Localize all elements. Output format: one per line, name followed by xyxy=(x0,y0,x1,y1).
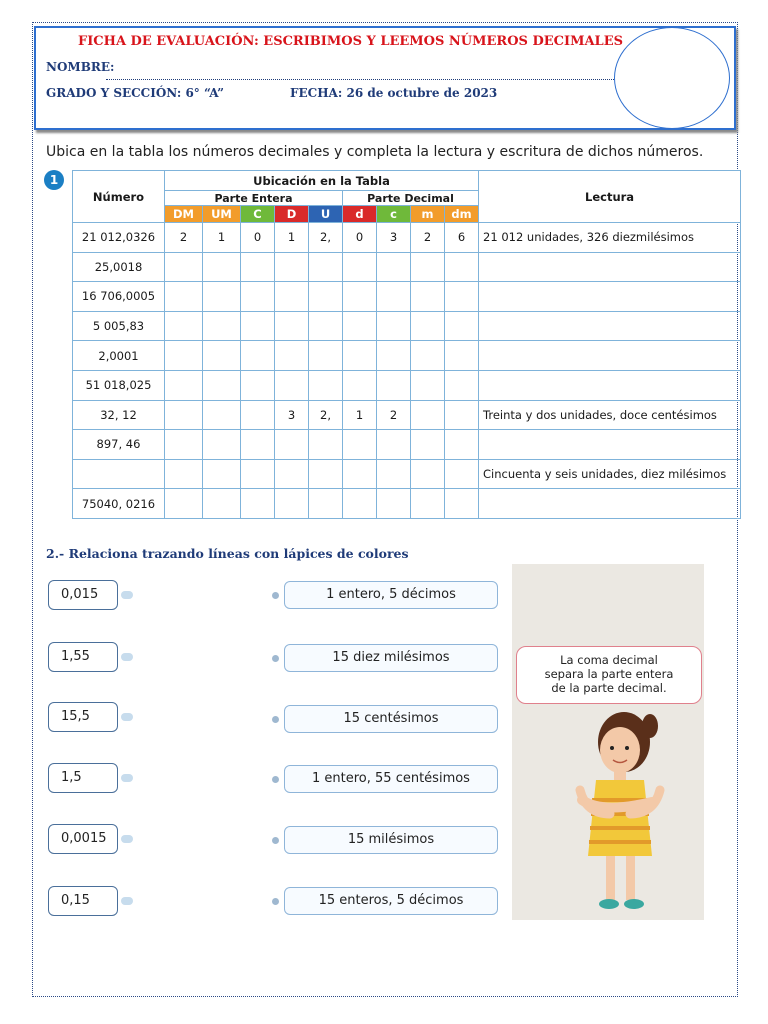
cell-digit[interactable] xyxy=(241,459,275,489)
girl-illustration xyxy=(512,564,704,920)
number-box: 1,55 xyxy=(48,642,118,672)
cell-digit[interactable] xyxy=(445,282,479,312)
reading-box: 15 diez milésimos xyxy=(284,644,498,672)
cell-digit[interactable] xyxy=(203,341,241,371)
cell-digit[interactable] xyxy=(275,489,309,519)
cell-digit[interactable] xyxy=(411,282,445,312)
table-row xyxy=(73,489,741,519)
cell-digit[interactable] xyxy=(411,400,445,430)
cell-digit[interactable] xyxy=(377,459,411,489)
name-blank-line[interactable] xyxy=(106,70,616,80)
cell-digit[interactable] xyxy=(275,341,309,371)
cell-digit[interactable]: 3 xyxy=(275,400,309,430)
cell-digit[interactable] xyxy=(275,282,309,312)
cell-digit[interactable] xyxy=(165,459,203,489)
cell-numero: 25,0018 xyxy=(73,252,165,282)
cell-digit[interactable] xyxy=(309,489,343,519)
cell-digit[interactable] xyxy=(343,430,377,460)
connect-dot[interactable] xyxy=(121,897,133,905)
connect-dot[interactable] xyxy=(121,835,133,843)
cell-digit[interactable]: 1 xyxy=(343,400,377,430)
table-row xyxy=(73,370,741,400)
cell-digit[interactable]: 1 xyxy=(275,223,309,253)
connect-dot[interactable] xyxy=(272,898,279,905)
place-dm-upper: DM xyxy=(165,206,203,223)
cell-digit[interactable] xyxy=(165,341,203,371)
reading-box: 15 centésimos xyxy=(284,705,498,733)
cell-digit[interactable] xyxy=(241,311,275,341)
cell-digit[interactable]: 2 xyxy=(377,400,411,430)
header-parte-decimal: Parte Decimal xyxy=(343,191,479,206)
table-row xyxy=(73,400,741,430)
cell-digit[interactable] xyxy=(343,341,377,371)
connect-dot[interactable] xyxy=(121,653,133,661)
cell-digit[interactable] xyxy=(377,311,411,341)
cell-digit[interactable] xyxy=(377,282,411,312)
cell-lectura[interactable] xyxy=(479,252,741,282)
place-m: m xyxy=(411,206,445,223)
cell-lectura[interactable] xyxy=(479,370,741,400)
cell-lectura[interactable]: Cincuenta y seis unidades, diez milésimos xyxy=(479,459,741,489)
cell-digit[interactable] xyxy=(241,282,275,312)
cell-digit[interactable] xyxy=(165,252,203,282)
speech-bubble xyxy=(516,646,702,704)
cell-digit[interactable] xyxy=(275,311,309,341)
cell-digit[interactable] xyxy=(377,489,411,519)
cell-digit[interactable] xyxy=(241,489,275,519)
number-box: 0,015 xyxy=(48,580,118,610)
place-c-upper: C xyxy=(241,206,275,223)
cell-digit[interactable] xyxy=(309,282,343,312)
cell-lectura[interactable] xyxy=(479,430,741,460)
cell-digit[interactable] xyxy=(411,459,445,489)
name-label: NOMBRE: xyxy=(46,60,115,74)
table-row xyxy=(73,430,741,460)
instruction-text: Ubica en la tabla los números decimales y completa la lectura y escritura de dichos números. xyxy=(46,144,704,160)
cell-digit[interactable] xyxy=(411,341,445,371)
connect-dot[interactable] xyxy=(272,716,279,723)
cell-digit[interactable] xyxy=(309,341,343,371)
cell-numero xyxy=(73,459,165,489)
exercise-number-badge: 1 xyxy=(44,170,64,190)
connect-dot[interactable] xyxy=(272,592,279,599)
cell-digit[interactable]: 1 xyxy=(203,223,241,253)
cell-digit[interactable] xyxy=(445,341,479,371)
cell-digit[interactable] xyxy=(165,282,203,312)
cell-digit[interactable] xyxy=(377,252,411,282)
cell-digit[interactable] xyxy=(445,430,479,460)
connect-dot[interactable] xyxy=(272,837,279,844)
cell-digit[interactable] xyxy=(445,311,479,341)
cell-lectura[interactable]: 21 012 unidades, 326 diezmilésimos xyxy=(479,223,741,253)
cell-digit[interactable] xyxy=(343,252,377,282)
cell-digit[interactable] xyxy=(275,252,309,282)
connect-dot[interactable] xyxy=(121,713,133,721)
place-d-upper: D xyxy=(275,206,309,223)
header-parte-entera: Parte Entera xyxy=(165,191,343,206)
decimal-table xyxy=(72,170,740,532)
cell-digit[interactable] xyxy=(203,311,241,341)
cell-digit[interactable] xyxy=(241,400,275,430)
cell-digit[interactable] xyxy=(165,489,203,519)
cell-digit[interactable] xyxy=(309,430,343,460)
place-u: U xyxy=(309,206,343,223)
cell-digit[interactable] xyxy=(445,489,479,519)
cell-digit[interactable] xyxy=(445,400,479,430)
cell-numero: 32, 12 xyxy=(73,400,165,430)
header-numero: Número xyxy=(73,171,165,223)
number-box: 1,5 xyxy=(48,763,118,793)
cell-numero: 16 706,0005 xyxy=(73,282,165,312)
cell-lectura[interactable] xyxy=(479,489,741,519)
reading-box: 1 entero, 55 centésimos xyxy=(284,765,498,793)
table-row xyxy=(73,341,741,371)
place-d-lower: d xyxy=(343,206,377,223)
connect-dot[interactable] xyxy=(272,776,279,783)
cell-digit[interactable] xyxy=(165,370,203,400)
connect-dot[interactable] xyxy=(272,655,279,662)
cell-digit[interactable] xyxy=(377,370,411,400)
cell-numero: 2,0001 xyxy=(73,341,165,371)
cell-digit[interactable] xyxy=(309,311,343,341)
cell-digit[interactable] xyxy=(411,252,445,282)
cell-digit[interactable] xyxy=(411,430,445,460)
section2-title: 2.- Relaciona trazando líneas con lápices de colores xyxy=(46,546,409,561)
cell-digit[interactable]: 0 xyxy=(343,223,377,253)
cell-numero: 51 018,025 xyxy=(73,370,165,400)
cell-digit[interactable] xyxy=(241,370,275,400)
bubble-line-3: de la parte decimal. xyxy=(551,681,667,695)
cell-digit[interactable] xyxy=(241,341,275,371)
cell-numero: 21 012,0326 xyxy=(73,223,165,253)
cell-digit[interactable] xyxy=(203,400,241,430)
cell-digit[interactable] xyxy=(411,370,445,400)
table-row xyxy=(73,311,741,341)
cell-digit[interactable] xyxy=(343,489,377,519)
header-ubicacion: Ubicación en la Tabla xyxy=(165,171,479,191)
number-box: 15,5 xyxy=(48,702,118,732)
cell-digit[interactable] xyxy=(241,430,275,460)
cell-digit[interactable]: 0 xyxy=(241,223,275,253)
cell-numero: 897, 46 xyxy=(73,430,165,460)
cell-digit[interactable] xyxy=(165,311,203,341)
number-box: 0,15 xyxy=(48,886,118,916)
place-c-lower: c xyxy=(377,206,411,223)
cell-numero: 75040, 0216 xyxy=(73,489,165,519)
cell-digit[interactable]: 2 xyxy=(411,223,445,253)
cell-digit[interactable] xyxy=(203,282,241,312)
cell-digit[interactable] xyxy=(275,430,309,460)
cell-digit[interactable] xyxy=(377,341,411,371)
cell-digit[interactable] xyxy=(203,489,241,519)
grade-section-label: GRADO Y SECCIÓN: 6° “A” xyxy=(46,86,225,100)
cell-digit[interactable] xyxy=(445,370,479,400)
cell-digit[interactable] xyxy=(309,370,343,400)
place-um: UM xyxy=(203,206,241,223)
header-lectura: Lectura xyxy=(479,171,741,223)
cell-digit[interactable]: 2, xyxy=(309,400,343,430)
connect-dot[interactable] xyxy=(121,591,133,599)
cell-digit[interactable] xyxy=(275,459,309,489)
reading-box: 15 enteros, 5 décimos xyxy=(284,887,498,915)
cell-digit[interactable]: 3 xyxy=(377,223,411,253)
cell-digit[interactable] xyxy=(309,252,343,282)
table-row xyxy=(73,459,741,489)
cell-digit[interactable] xyxy=(343,311,377,341)
table-row xyxy=(73,252,741,282)
cell-digit[interactable] xyxy=(309,459,343,489)
date-label: FECHA: 26 de octubre de 2023 xyxy=(290,86,498,100)
cell-digit[interactable] xyxy=(411,489,445,519)
cell-digit[interactable] xyxy=(165,400,203,430)
bubble-line-2: separa la parte entera xyxy=(544,667,674,681)
cell-digit[interactable] xyxy=(343,282,377,312)
cell-digit[interactable] xyxy=(165,430,203,460)
cell-digit[interactable]: 2 xyxy=(165,223,203,253)
cell-digit[interactable]: 6 xyxy=(445,223,479,253)
cell-digit[interactable]: 2, xyxy=(309,223,343,253)
bubble-line-1: La coma decimal xyxy=(560,653,658,667)
cell-digit[interactable] xyxy=(203,252,241,282)
reading-box: 1 entero, 5 décimos xyxy=(284,581,498,609)
cell-lectura[interactable] xyxy=(479,311,741,341)
cell-digit[interactable] xyxy=(241,252,275,282)
cell-digit[interactable] xyxy=(203,370,241,400)
cell-lectura[interactable]: Treinta y dos unidades, doce centésimos xyxy=(479,400,741,430)
cell-lectura[interactable] xyxy=(479,282,741,312)
cell-digit[interactable] xyxy=(343,459,377,489)
table-row xyxy=(73,223,741,253)
cell-lectura[interactable] xyxy=(479,341,741,371)
cell-numero: 5 005,83 xyxy=(73,311,165,341)
reading-box: 15 milésimos xyxy=(284,826,498,854)
cell-digit[interactable] xyxy=(377,430,411,460)
cell-digit[interactable] xyxy=(275,370,309,400)
worksheet-title: FICHA DE EVALUACIÓN: ESCRIBIMOS Y LEEMOS NÚMEROS DECIMALES xyxy=(78,34,623,49)
cell-digit[interactable] xyxy=(203,459,241,489)
cell-digit[interactable] xyxy=(343,370,377,400)
cell-digit[interactable] xyxy=(445,252,479,282)
place-dm-lower: dm xyxy=(445,206,479,223)
cell-digit[interactable] xyxy=(203,430,241,460)
table-row xyxy=(73,282,741,312)
connect-dot[interactable] xyxy=(121,774,133,782)
cell-digit[interactable] xyxy=(411,311,445,341)
cell-digit[interactable] xyxy=(445,459,479,489)
number-box: 0,0015 xyxy=(48,824,118,854)
grade-circle xyxy=(614,27,730,129)
girl-illustration-panel xyxy=(512,564,704,920)
